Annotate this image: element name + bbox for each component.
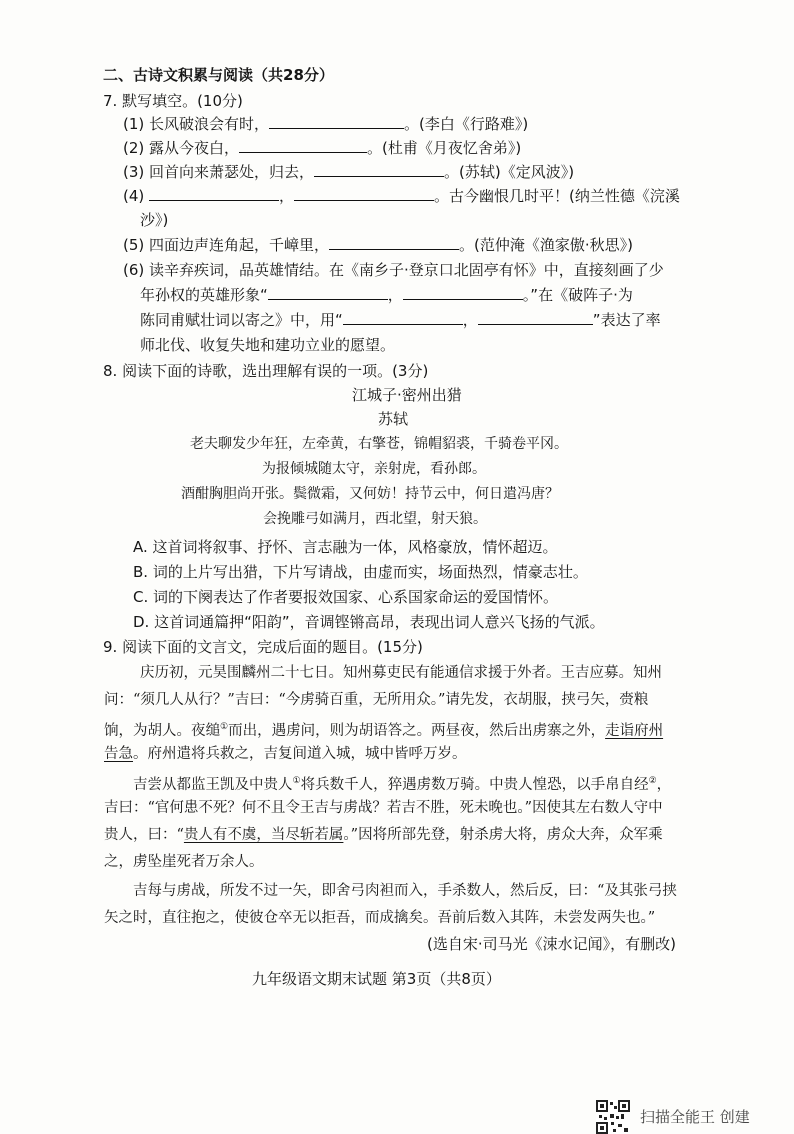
- text-segment: 将兵数千人，猝遇虏数万骑。中贵人惶恐，以手帛自经: [300, 776, 649, 793]
- poem-line: 为报倾城随太守，亲射虎，看孙郎。: [262, 461, 486, 477]
- classical-text-line: 之，虏坠崖死者万余人。: [104, 854, 264, 870]
- q7-3-text: (3) 回首向来萧瑟处，归去，: [123, 163, 315, 181]
- q8-title: 8. 阅读下面的诗歌，选出理解有误的一项。(3分): [103, 362, 429, 380]
- text-segment: 。”因将所部先登，射杀虏大将，虏众大奔，众军乘: [343, 827, 663, 843]
- option-a[interactable]: A. 这首词将叙事、抒怀、言志融为一体，风格豪放，情怀超迈。: [133, 538, 558, 556]
- classical-text-line: 问：“须几人从行？”吉曰：“今虏骑百重，无所用众。”请先发，衣胡服，挟弓矢，赍粮: [104, 692, 649, 708]
- q7-4-sep: ，: [279, 187, 295, 205]
- blank[interactable]: [329, 234, 459, 250]
- blank[interactable]: [478, 309, 593, 325]
- text-segment: ，: [656, 776, 672, 793]
- blank[interactable]: [314, 161, 444, 177]
- classical-text-line: [104, 743, 467, 765]
- q7-item-6-line4: 师北伐、收复失地和建功立业的愿望。: [140, 336, 396, 354]
- text-segment: 饷，为胡人。夜缒: [104, 722, 220, 739]
- classical-text-line: 吉曰：“官何患不死？何不且令王吉与虏战？若吉不胜，死未晚也。”因使其左右数人守中: [104, 800, 663, 816]
- blank[interactable]: [294, 185, 434, 201]
- q7-item-4-cont: 沙》): [140, 211, 169, 229]
- scanner-watermark: 扫描全能王 创建: [640, 1108, 750, 1126]
- q7-4-text: 。古今幽恨几时平！(纳兰性德《浣溪: [434, 187, 680, 205]
- poem-title: 江城子·密州出猎: [352, 386, 462, 404]
- q7-item-5: [123, 234, 633, 256]
- poem-line: 酒酣胸胆尚开张。鬓微霜，又何妨！持节云中，何日遣冯唐？: [181, 486, 559, 502]
- classical-text-line: [133, 770, 671, 796]
- section-title: 二、古诗文积累与阅读（共28分）: [103, 66, 334, 84]
- underlined-phrase: 告急: [104, 746, 133, 762]
- classical-text-line: 庆历初，元昊围麟州二十七日。知州募吏民有能通信求援于外者。王吉应募。知州: [140, 665, 662, 681]
- poem-line: 会挽雕弓如满月，西北望，射天狼。: [263, 511, 487, 527]
- footnote-marker: ①: [292, 776, 301, 786]
- q7-item-6-line1: (6) 读辛弃疾词，品英雄情结。在《南乡子·登京口北固亭有怀》中，直接刻画了少: [123, 261, 664, 279]
- blank[interactable]: [239, 137, 367, 153]
- blank[interactable]: [268, 284, 388, 300]
- q7-6-text-3: 陈同甫赋壮词以寄之》中，用“: [140, 311, 343, 329]
- q7-5-text: (5) 四面边声连角起，千嶂里，: [123, 236, 330, 254]
- q7-item-4: [123, 185, 680, 207]
- qr-code-icon: [596, 1100, 630, 1134]
- source-citation: (选自宋·司马光《涑水记闻》，有删改): [427, 935, 676, 953]
- poem-author: 苏轼: [378, 410, 409, 428]
- q7-6-text-2: 。”在《破阵子·为: [522, 286, 633, 304]
- q7-item-6-line2: [140, 284, 633, 306]
- text-segment: 。府州遣将兵救之，吉复间道入城，城中皆呼万岁。: [133, 746, 467, 762]
- q7-6-text-4: ”表达了率: [592, 311, 661, 329]
- classical-text-line: [104, 716, 663, 742]
- option-c[interactable]: C. 词的下阕表达了作者要报效国家、心系国家命运的爱国情怀。: [133, 588, 559, 606]
- footnote-marker: ①: [220, 722, 229, 732]
- q7-4-num: (4): [123, 187, 150, 205]
- q7-1-source: 。(李白《行路难》): [404, 115, 529, 133]
- blank[interactable]: [403, 284, 523, 300]
- blank[interactable]: [343, 309, 463, 325]
- q7-item-3: [123, 161, 574, 183]
- option-d[interactable]: D. 这首词通篇押“阳韵”，音调铿锵高昂，表现出词人意兴飞扬的气派。: [133, 613, 605, 631]
- q7-2-text: (2) 露从今夜白，: [123, 139, 240, 157]
- q7-5-source: 。(范仲淹《渔家傲·秋思》): [459, 236, 634, 254]
- q7-6-sep-2: ，: [462, 311, 478, 329]
- option-b[interactable]: B. 词的上片写出猎，下片写请战，由虚而实，场面热烈，情豪志壮。: [133, 563, 588, 581]
- page-footer: 九年级语文期末试题 第3页（共8页）: [252, 970, 501, 988]
- text-segment: 而出，遇虏问，则为胡语答之。两昼夜，然后出虏寨之外，: [228, 722, 606, 739]
- classical-text-line: 矢之时，直往抱之，使彼仓卒无以拒吾，而成擒矣。吾前后数入其阵，未尝发两失也。”: [104, 910, 656, 926]
- text-segment: 吉尝从都监王凯及中贵人: [133, 776, 293, 793]
- q7-title: 7. 默写填空。(10分): [103, 92, 243, 110]
- q7-3-source: 。(苏轼)《定风波》): [444, 163, 575, 181]
- footnote-marker: ②: [648, 776, 657, 786]
- underlined-phrase: 走诣府州: [605, 722, 664, 739]
- classical-text-line: 吉每与虏战，所发不过一矢，即舍弓肉袒而入，手杀数人，然后反，曰：“及其张弓挟: [133, 883, 677, 899]
- q9-title: 9. 阅读下面的文言文，完成后面的题目。(15分): [103, 638, 423, 656]
- underlined-phrase: 贵人有不虞，当尽斩若属: [183, 827, 344, 843]
- blank[interactable]: [269, 113, 404, 129]
- q7-6-sep: ，: [387, 286, 403, 304]
- q7-2-source: 。(杜甫《月夜忆舍弟》): [367, 139, 522, 157]
- text-segment: 贵人，曰：“: [104, 827, 184, 843]
- q7-item-1: [123, 113, 528, 135]
- q7-item-6-line3: [140, 309, 661, 331]
- q7-1-text: (1) 长风破浪会有时，: [123, 115, 270, 133]
- q7-6-text: 年孙权的英雄形象“: [140, 286, 268, 304]
- classical-text-line: [104, 824, 663, 846]
- blank[interactable]: [149, 185, 279, 201]
- q7-item-2: [123, 137, 521, 159]
- poem-line: 老夫聊发少年狂，左牵黄，右擎苍，锦帽貂裘，千骑卷平冈。: [190, 436, 568, 452]
